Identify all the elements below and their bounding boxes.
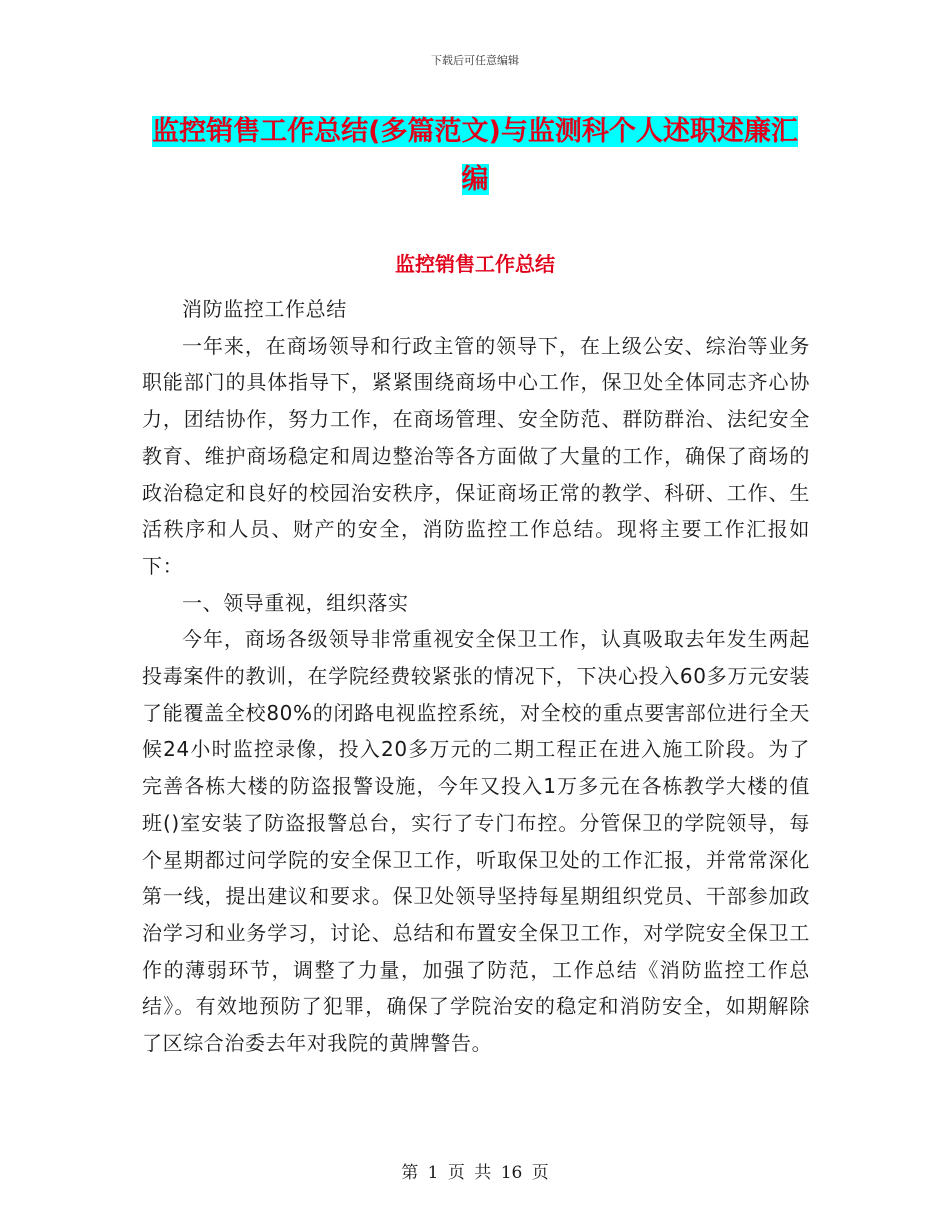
header-note: 下载后可任意编辑 (431, 54, 519, 67)
document-title (140, 108, 810, 204)
paragraph-subtitle: 消防监控工作总结 (182, 297, 347, 321)
section-title: 监控销售工作总结 (395, 252, 555, 276)
page-number: 第 1 页 共 16 页 (401, 1163, 549, 1183)
document-title-text: 监控销售工作总结(多篇范文)与监测科个人述职述廉汇编 (152, 116, 798, 195)
document-body (142, 291, 810, 1062)
paragraph-intro: 一年来，在商场领导和行政主管的领导下，在上级公安、综治等业务职能部门的具体指导下，紧紧围绕商场中心工作，保卫处全体同志齐心协力，团结协作，努力工作，在商场管理、安全防范、群防群治、法纪安全教育、维护商场稳定和周边整治等各方面做了大量的工作，确保了商场的政治稳定和良好的校园治安秩序，保证商场正常的教学、科研、工作、生活秩序和人员、财产的安全，消防监控工作总结。现将主要工作汇报如下： (142, 333, 810, 578)
paragraph-heading-1: 一、领导重视，组织落实 (182, 590, 409, 615)
paragraph-body-1: 今年，商场各级领导非常重视安全保卫工作，认真吸取去年发生两起投毒案件的教训，在学院经费较紧张的情况下，下决心投入60多万元安装了能覆盖全校80%的闭路电视监控系统，对全校的重点要害部位进行全天候24小时监控录像，投入20多万元的二期工程正在进入施工阶段。为了完善各栋大楼的防盗报警设施，今年又投入1万多元在各栋教学大楼的值班()室安装了防盗报警总台，实行了专门布控。分管保卫的学院领导，每个星期都过问学院的安全保卫工作，听取保卫处的工作汇报，并常常深化第一线，提出建议和要求。保卫处领导坚持每星期组织党员、干部参加政治学习和业务学习，讨论、总结和布置安全保卫工作，对学院安全保卫工作的薄弱环节，调整了力量，加强了防范，工作总结《消防监控工作总结》。有效地预防了犯罪，确保了学院治安的稳定和消防安全，如期解除了区综合治委去年对我院的黄牌警告。 (142, 627, 810, 1056)
